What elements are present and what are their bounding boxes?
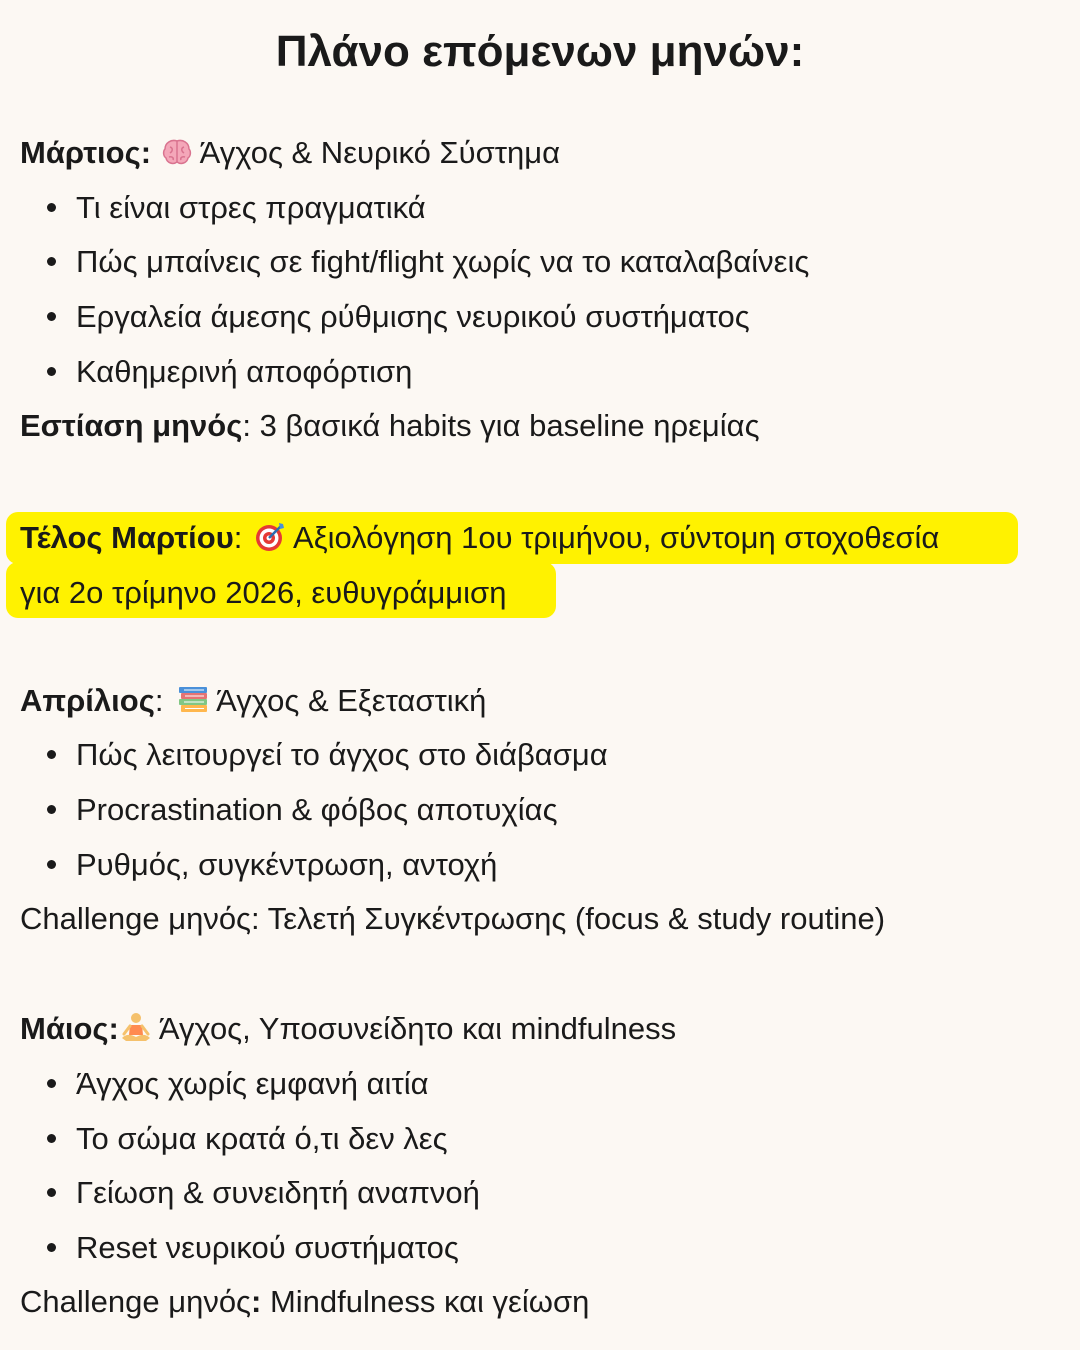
april-label: Απρίλιος [20, 683, 155, 718]
list-item: Εργαλεία άμεσης ρύθμισης νευρικού συστήματος [47, 297, 750, 337]
march-focus-text: : 3 βασικά habits για baseline ηρεμίας [242, 408, 760, 443]
end-march-text-1: Αξιολόγηση 1ου τριμήνου, σύντομη στοχοθεσία [293, 520, 940, 555]
may-challenge: Challenge μηνός: Mindfulness και γείωση [20, 1284, 590, 1319]
list-item: Καθημερινή αποφόρτιση [47, 352, 412, 392]
list-item: Reset νευρικού συστήματος [47, 1228, 459, 1268]
list-item: Γείωση & συνειδητή αναπνοή [47, 1173, 480, 1213]
list-item: Το σώμα κρατά ό,τι δεν λες [47, 1119, 448, 1159]
may-challenge-text: Mindfulness και γείωση [261, 1284, 590, 1319]
brain-icon [160, 135, 194, 169]
march-focus [20, 406, 760, 446]
april-topic: Άγχος & Εξεταστική [216, 683, 487, 718]
list-item: Τι είναι στρες πραγματικά [47, 188, 426, 228]
end-march-label: Τέλος Μαρτίου [20, 520, 234, 555]
end-march-line-2: για 2ο τρίμηνο 2026, ευθυγράμμιση [20, 575, 507, 610]
books-icon [176, 683, 210, 717]
may-label: Μάιος: [20, 1011, 119, 1046]
list-item: Ρυθμός, συγκέντρωση, αντοχή [47, 845, 497, 885]
march-focus-label: Εστίαση μηνός [20, 408, 243, 443]
march-label: Μάρτιος: [20, 135, 152, 170]
end-march-line-1: Τέλος Μαρτίου: Αξιολόγηση 1ου τριμήνου, σύντομη στοχοθεσία [20, 520, 940, 555]
list-item: Πώς λειτουργεί το άγχος στο διάβασμα [47, 735, 608, 775]
page-title: Πλάνο επόμενων μηνών: [275, 27, 805, 76]
april-challenge: Challenge μηνός: Τελετή Συγκέντρωσης (focus & study routine) [20, 901, 886, 936]
target-icon [253, 520, 287, 554]
march-heading [20, 133, 560, 173]
march-topic: Άγχος & Νευρικό Σύστημα [199, 135, 560, 170]
may-topic: Άγχος, Υποσυνείδητο και mindfulness [158, 1011, 677, 1046]
list-item: Procrastination & φόβος αποτυχίας [47, 790, 558, 830]
april-heading: Απρίλιος: Άγχος & Εξεταστική [20, 683, 487, 718]
may-heading [20, 1009, 676, 1049]
meditation-icon [119, 1011, 153, 1045]
list-item: Άγχος χωρίς εμφανή αιτία [47, 1064, 429, 1104]
may-challenge-label: Challenge μηνός [20, 1284, 252, 1319]
list-item: Πώς μπαίνεις σε fight/flight χωρίς να το καταλαβαίνεις [47, 242, 809, 282]
